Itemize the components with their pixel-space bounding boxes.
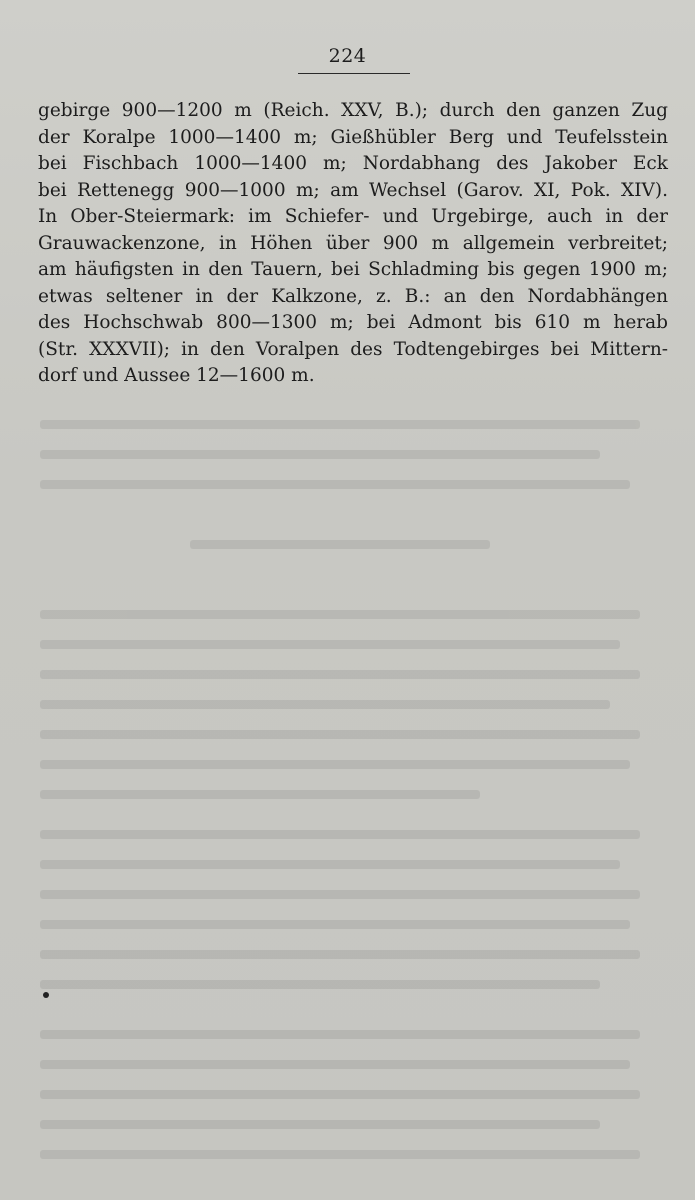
show-through-shadow (40, 410, 660, 1170)
ink-speck (43, 992, 49, 998)
text-line: der Koralpe 1000—1400 m; Gießhübler Berg und Teufelsstein (38, 126, 668, 148)
page-body-text (38, 98, 668, 390)
text-line: etwas seltener in der Kalkzone, z. B.: an den Nordabhängen (38, 285, 668, 307)
text-line: bei Rettenegg 900—1000 m; am Wechsel (Garov. XI, Pok. XIV). (38, 179, 668, 201)
header-rule (298, 73, 410, 74)
page-number: 224 (328, 45, 367, 67)
text-line: des Hochschwab 800—1300 m; bei Admont bis 610 m herab (38, 312, 668, 333)
text-line: (Str. XXXVII); in den Voralpen des Todtengebirges bei Mittern- (38, 338, 668, 360)
text-line: dorf und Aussee 12—1600 m. (38, 365, 315, 386)
text-line: In Ober-Steiermark: im Schiefer- und Urgebirge, auch in der (38, 206, 668, 227)
text-line: Grauwackenzone, in Höhen über 900 m allgemein verbreitet; (38, 232, 668, 254)
text-line: bei Fischbach 1000—1400 m; Nordabhang des Jakober Eck (38, 153, 668, 174)
text-line: gebirge 900—1200 m (Reich. XXV, B.); durch den ganzen Zug (38, 100, 668, 121)
text-line: am häufigsten in den Tauern, bei Schladming bis gegen 1900 m; (38, 259, 668, 280)
